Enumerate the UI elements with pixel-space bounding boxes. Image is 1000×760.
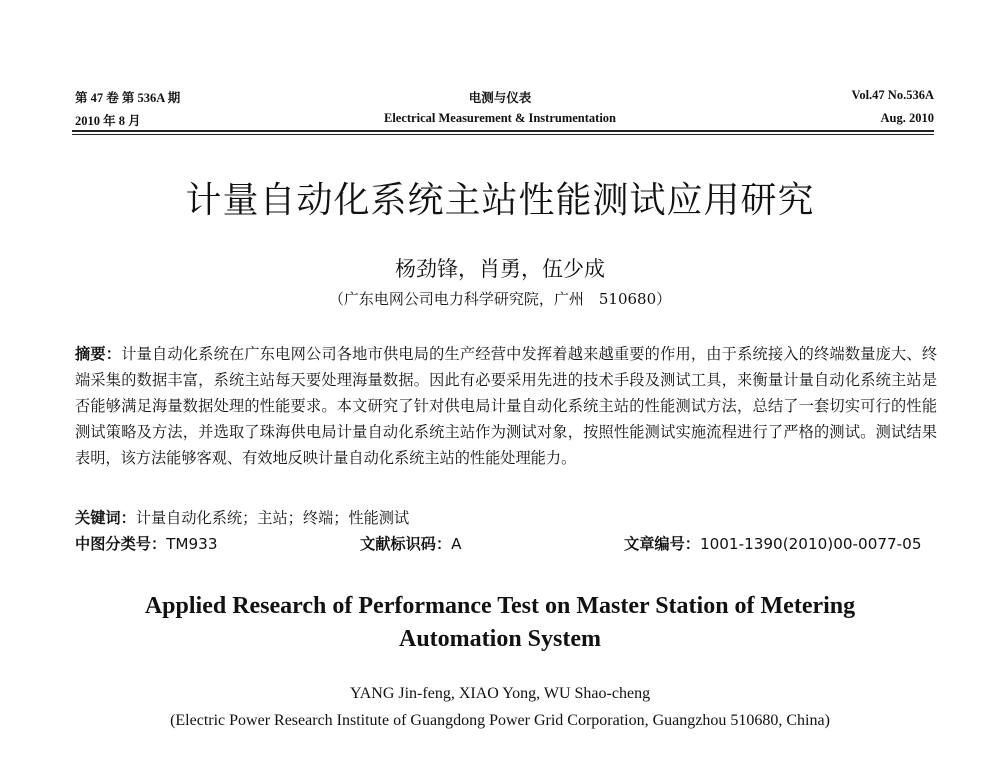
clc-label: 中图分类号：: [75, 535, 167, 553]
keywords-label: 关键词：: [75, 509, 136, 527]
keywords: [75, 507, 409, 528]
header-journal-cn: 电测与仪表: [468, 91, 532, 105]
abstract-label: 摘要：: [75, 345, 122, 363]
article-number: [624, 533, 921, 554]
article-title-en-line1: Applied Research of Performance Test on Master Station of Metering: [144, 593, 856, 619]
header-date-en: Aug. 2010: [880, 111, 934, 125]
clc-value: TM933: [166, 535, 218, 553]
keywords-text: 计量自动化系统；主站；终端；性能测试: [135, 509, 410, 527]
header-volume-en: Vol.47 No.536A: [851, 88, 934, 102]
authors-cn: 杨劲锋，肖勇，伍少成: [395, 257, 605, 281]
doc-code-label: 文献标识码：: [360, 535, 452, 553]
affiliation-en: (Electric Power Research Institute of Guangdong Power Grid Corporation, Guangzhou 510680, China): [170, 712, 830, 729]
abstract-text: 计量自动化系统在广东电网公司各地市供电局的生产经营中发挥着越来越重要的作用，由于系统接入的终端数量庞大、终端采集的数据丰富，系统主站每天要处理海量数据。因此有必要采用先进的技术手段及测试工具，来衡量计量自动化系统主站是否能够满足海量数据处理的性能要求。本文研究了针对供电局计量自动化系统主站的性能测试方法，总结了一套切实可行的性能测试策略及方法，并选取了珠海供电局计量自动化系统主站作为测试对象，按照性能测试实施流程进行了严格的测试。测试结果表明，该方法能够客观、有效地反映计量自动化系统主站的性能处理能力。: [75, 345, 938, 467]
authors-en: YANG Jin-feng, XIAO Yong, WU Shao-cheng: [349, 685, 651, 702]
affiliation-cn: （广东电网公司电力科学研究院，广州 510680）: [328, 290, 672, 308]
header-rule-thick: [72, 130, 934, 132]
article-no-value: 1001-1390(2010)00-0077-05: [699, 535, 922, 553]
article-title-cn: 计量自动化系统主站性能测试应用研究: [185, 180, 815, 221]
article-no-label: 文章编号：: [624, 535, 700, 553]
header-rule-thin: [72, 134, 934, 135]
article-title-en-line2: Automation System: [399, 626, 601, 652]
header-volume-cn: 第 47 卷 第 536A 期: [75, 91, 181, 105]
header-date-cn: 2010 年 8 月: [75, 114, 141, 128]
abstract: [75, 341, 937, 471]
clc-number: [75, 533, 218, 554]
document-code: [360, 533, 462, 554]
doc-code-value: A: [451, 535, 462, 553]
header-journal-en: Electrical Measurement & Instrumentation: [383, 111, 616, 125]
